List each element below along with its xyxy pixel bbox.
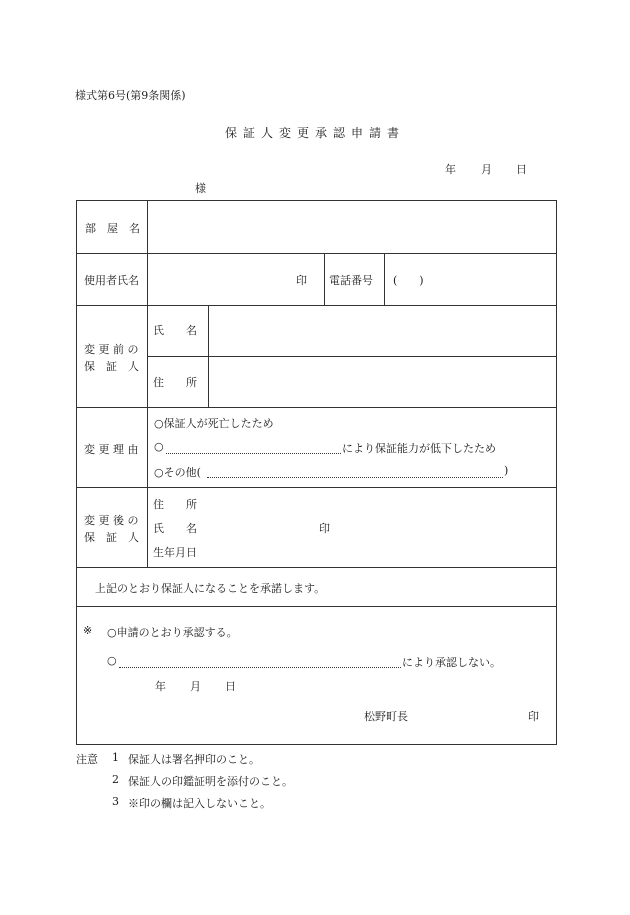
phone-field[interactable]: ( ) <box>393 274 424 287</box>
note-number: 2 <box>112 773 119 786</box>
row-divider <box>77 253 556 254</box>
reason-option-capacity-prefix[interactable]: ○ <box>154 440 164 453</box>
prev-address-field[interactable] <box>210 358 554 406</box>
seal-mark: 印 <box>296 274 307 287</box>
new-name-label: 氏 名 <box>153 522 197 535</box>
new-guarantor-label-line2: 保 証 人 <box>84 531 139 544</box>
reason-label: 変 更 理 由 <box>84 443 139 456</box>
note-number: 3 <box>112 795 119 808</box>
user-name-label: 使用者氏名 <box>84 274 139 287</box>
reject-option-suffix: により承認しない。 <box>402 656 501 669</box>
reject-option-prefix[interactable]: ○ <box>107 654 117 667</box>
approval-day-label: 日 <box>225 680 236 693</box>
note-number: 1 <box>112 751 119 764</box>
prev-guarantor-label-line2: 保 証 人 <box>84 360 139 373</box>
prev-address-label: 住 所 <box>153 376 197 389</box>
birthdate-label: 生年月日 <box>153 546 197 559</box>
new-seal-mark: 印 <box>319 522 330 535</box>
application-form-table <box>76 200 557 745</box>
prev-name-label: 氏 名 <box>153 324 197 337</box>
date-day-label: 日 <box>516 163 527 176</box>
reason-capacity-fill-line[interactable] <box>166 453 341 454</box>
column-divider <box>208 305 209 407</box>
date-year-label: 年 <box>445 163 456 176</box>
new-address-label: 住 所 <box>153 498 197 511</box>
reason-other-close-paren: ) <box>504 464 509 477</box>
reason-option-death[interactable]: ○保証人が死亡したため <box>154 417 274 430</box>
form-number: 様式第6号(第9条関係) <box>75 89 186 102</box>
prev-guarantor-label-line1: 変 更 前 の <box>84 343 139 356</box>
approval-month-label: 月 <box>190 680 201 693</box>
room-name-field[interactable] <box>149 203 554 252</box>
office-use-asterisk: ※ <box>83 624 93 637</box>
row-divider <box>77 407 556 408</box>
row-divider <box>77 487 556 488</box>
reject-reason-fill-line[interactable] <box>119 667 401 668</box>
new-guarantor-label-line1: 変 更 後 の <box>84 514 139 527</box>
reason-other-fill-line[interactable] <box>207 477 503 478</box>
room-name-label: 部 屋 名 <box>85 222 140 235</box>
approval-year-label: 年 <box>155 680 166 693</box>
user-name-field[interactable] <box>149 255 299 304</box>
reason-option-other[interactable]: ○その他( <box>154 466 201 479</box>
row-divider <box>77 567 556 568</box>
note-text: ※印の欄は記入しないこと。 <box>128 797 271 810</box>
row-divider <box>77 606 556 607</box>
column-divider <box>147 201 148 567</box>
reason-option-capacity-suffix: により保証能力が低下したため <box>342 442 496 455</box>
note-text: 保証人は署名押印のこと。 <box>128 753 260 766</box>
date-month-label: 月 <box>481 163 492 176</box>
consent-statement: 上記のとおり保証人になることを承諾します。 <box>95 582 326 595</box>
column-divider <box>324 253 325 305</box>
column-divider <box>384 253 385 305</box>
prev-name-field[interactable] <box>210 307 554 355</box>
mayor-title: 松野町長 <box>364 710 408 723</box>
addressee-suffix: 様 <box>195 182 206 195</box>
row-divider <box>77 305 556 306</box>
mayor-seal-mark: 印 <box>528 710 539 723</box>
document-title: 保証人変更承認申請書 <box>224 126 405 140</box>
notes-prefix: 注意 <box>76 753 98 766</box>
note-text: 保証人の印鑑証明を添付のこと。 <box>128 775 293 788</box>
approve-option[interactable]: ○申請のとおり承認する。 <box>107 626 238 639</box>
phone-label: 電話番号 <box>329 274 373 287</box>
